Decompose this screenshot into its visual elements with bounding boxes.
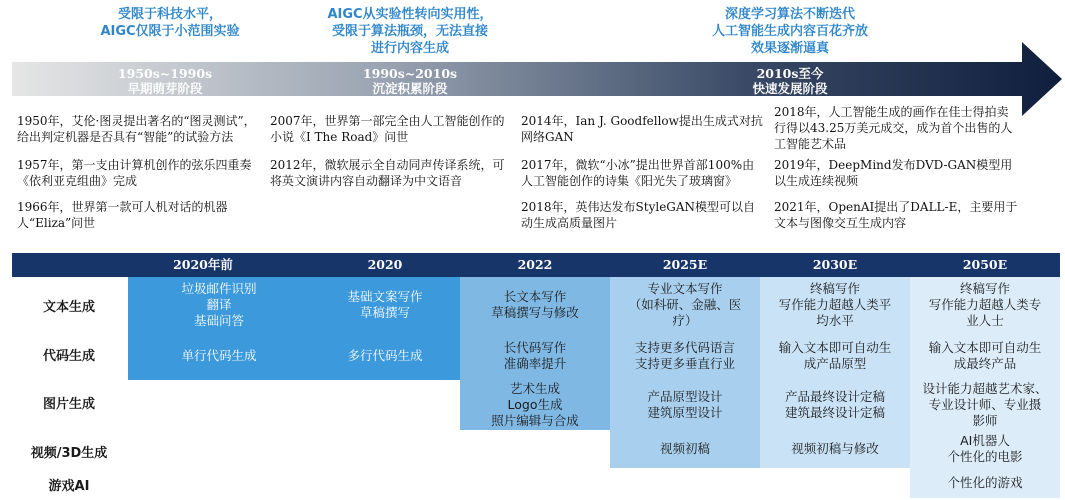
cell-text: 终稿写作 写作能力超越人类专 业人士	[928, 280, 1042, 328]
cell-video-2050	[910, 430, 1060, 468]
event-2019: 2019年，DeepMind发布DVD-GAN模型用以生成连续视频	[774, 158, 1013, 188]
cell-code-2020pre	[128, 332, 310, 380]
stage-label-early	[100, 66, 230, 96]
event-2021: 2021年，OpenAI提出了DALL-E，主要用于文本与图像交互生成内容	[774, 200, 1018, 230]
event-2014: 2014年，Ian J. Goodfellow提出生成式对抗网络GAN	[521, 114, 763, 144]
event-1950: 1950年，艾伦·图灵提出著名的“图灵测试”，给出判定机器是否具有“智能”的试验方法	[17, 114, 256, 144]
event-2012: 2012年，微软展示全自动同声传译系统，可将英文演讲内容自动翻译为中文语音	[270, 158, 505, 188]
cell-text: 个性化的游戏	[947, 475, 1023, 490]
col-header: 2022	[517, 257, 553, 272]
cell-text: 长文本写作 草稿撰写与修改	[491, 288, 579, 320]
cell-game-2050	[910, 468, 1060, 498]
cell-text: 多行代码生成	[347, 348, 423, 363]
stage-note-accumulation: AIGC从实验性转向实用性， 受限于算法瓶颈，无法直接 进行内容生成	[327, 7, 493, 56]
event-2018-stylegan: 2018年，英伟达发布StyleGAN模型可以自动生成高质量图片	[521, 200, 756, 230]
cell-text: 输入文本即可自动生 成最终产品	[928, 340, 1042, 371]
row-label-image: 图片生成	[42, 397, 95, 412]
col-header: 2020年前	[173, 257, 233, 272]
event-2018-auction: 2018年，人工智能生成的画作在佳士得拍卖行得以43.25万美元成交，成为首个出售的人工智能艺术品	[774, 105, 1013, 151]
cell-text-2022	[460, 277, 610, 332]
cell-text: 长代码写作 准确率提升	[503, 340, 567, 371]
cell-text: 视频初稿与修改	[791, 441, 879, 456]
stage-period: 2010s至今	[756, 66, 824, 81]
cell-text: 单行代码生成	[181, 348, 257, 363]
cell-text-2030	[760, 277, 910, 332]
stage-note-early: 受限于科技水平， AIGC仅限于小范围实验	[100, 7, 240, 39]
cell-code-2050	[910, 332, 1060, 380]
cell-text: 支持更多代码语言 支持更多垂直行业	[634, 340, 735, 371]
stage-label-accumulation	[345, 66, 475, 96]
col-header: 2020	[367, 257, 403, 272]
cell-text: 设计能力超越艺术家、 专业设计师、专业摄 影师	[922, 381, 1048, 428]
stage-note-rapid: 深度学习算法不断迭代 人工智能生成内容百花齐放 效果逐渐逼真	[711, 7, 868, 56]
event-1957: 1957年，第一支由计算机创作的弦乐四重奏《依利亚克组曲》完成	[17, 158, 252, 188]
event-2017: 2017年，微软“小冰”提出世界首部100%由人工智能创作的诗集《阳光失了玻璃窗》	[521, 158, 755, 188]
row-label-code: 代码生成	[42, 349, 95, 364]
cell-text: 产品原型设计 建筑原型设计	[647, 389, 723, 420]
cell-image-2030	[760, 380, 910, 430]
cell-image-2025	[610, 380, 760, 430]
cell-text: 专业文本写作 （如科研、金融、医 疗）	[628, 280, 742, 328]
row-label-text: 文本生成	[42, 300, 95, 315]
stage-period: 1990s~2010s	[362, 66, 458, 81]
stage-name: 沉淀积累阶段	[372, 81, 448, 96]
cell-text: AI机器人 个性化的电影	[947, 433, 1023, 464]
row-label-video: 视频/3D生成	[30, 446, 108, 461]
cell-text: 艺术生成 Logo生成 照片编辑与合成	[491, 381, 579, 428]
cell-video-2025	[610, 430, 760, 468]
cell-text: 终稿写作 写作能力超越人类平 均水平	[778, 280, 892, 328]
cell-code-2030	[760, 332, 910, 380]
cell-code-2020	[310, 332, 460, 380]
event-2007: 2007年，世界第一部完全由人工智能创作的小说《I The Road》问世	[270, 114, 505, 144]
cell-text-2020	[310, 277, 460, 332]
cell-video-2030	[760, 430, 910, 468]
cell-text: 输入文本即可自动生 成产品原型	[778, 340, 892, 371]
event-1966: 1966年，世界第一款可人机对话的机器人“Eliza”问世	[17, 200, 228, 230]
cell-text-2020pre	[128, 277, 310, 332]
cell-code-2022	[460, 332, 610, 380]
stage-label-rapid	[725, 66, 855, 96]
cell-text: 垃圾邮件识别 翻译 基础问答	[181, 280, 257, 328]
cell-image-2050	[910, 380, 1060, 430]
row-label-game: 游戏AI	[48, 479, 90, 494]
cell-text-2050	[910, 277, 1060, 332]
cell-text: 基础文案写作 草稿撰写	[347, 288, 423, 320]
cell-code-2025	[610, 332, 760, 380]
col-header: 2030E	[812, 257, 858, 272]
stage-name: 早期萌芽阶段	[127, 81, 203, 96]
cell-text: 产品最终设计定稿 建筑最终设计定稿	[784, 389, 885, 420]
col-header: 2025E	[662, 257, 708, 272]
stage-period: 1950s~1990s	[117, 66, 213, 81]
cell-text-2025	[610, 277, 760, 332]
stage-name: 快速发展阶段	[752, 81, 828, 96]
cell-text: 视频初稿	[659, 441, 710, 456]
col-header: 2050E	[962, 257, 1008, 272]
cell-image-2022	[460, 380, 610, 430]
